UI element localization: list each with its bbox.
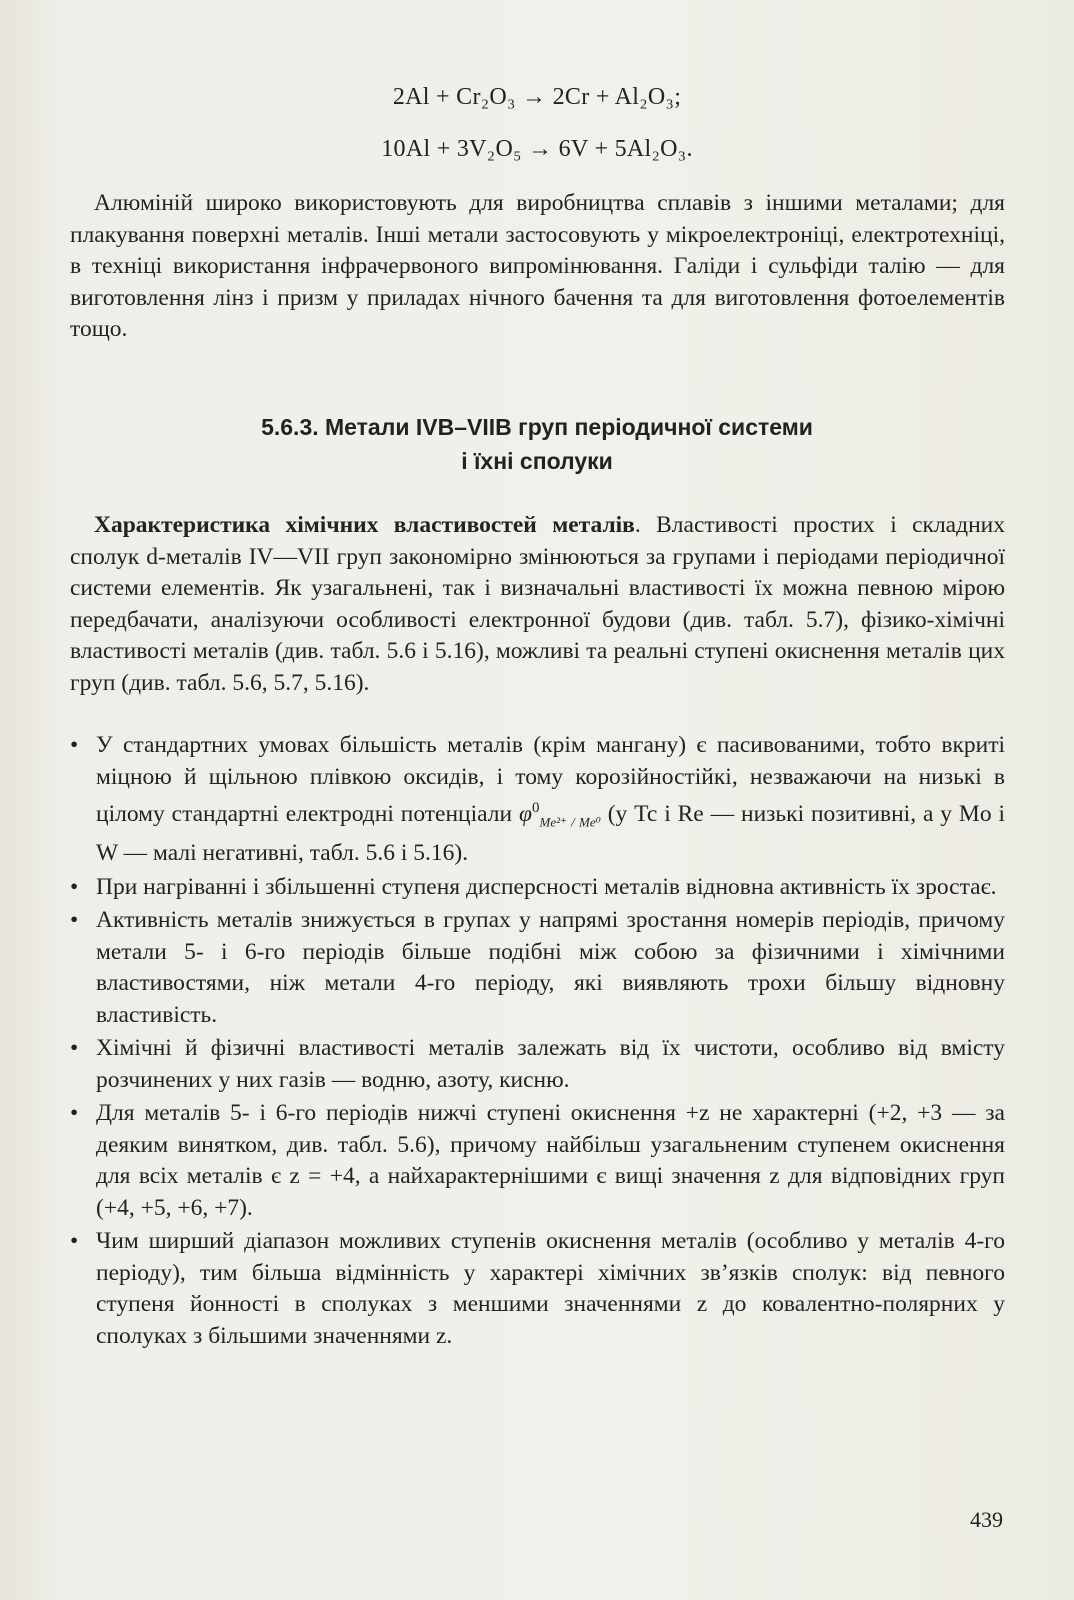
list-item [70, 905, 1005, 1031]
characteristic-paragraph [70, 510, 1005, 699]
bullet-icon: • [70, 1100, 79, 1127]
intro-paragraph: Алюміній широко використовують для виробництва сплавів з іншими металами; для плакування поверхні металів. Інші метали застосовують у мікроелектроніці, електротехніці, в техніці використання інфрачервоного випромінювання. Галіди і сульфіди талію — для виготовлення лінз і призм у приладах нічного бачення та для виготовлення фотоелементів тощо. [70, 190, 1005, 342]
characteristic-text: . Властивості простих і складних сполук d-металів IV—VII груп закономірно змінюються за групами і періодами періодичної системи елементів. Як узагальнені, так і визначальні властивості їх можна певною мірою передбачати, аналізуючи особливості електронної будови (див. табл. 5.7), фізико-хімічні властивості металів (див. табл. 5.6 і 5.16), можливі та реальні ступені окиснення металів цих груп (див. табл. 5.6, 5.7, 5.16). [70, 512, 1005, 696]
section-heading-line1: 5.6.3. Метали IVB–VIIB груп періодичної системи [261, 414, 813, 440]
bullet-icon: • [70, 1228, 79, 1255]
list-item [70, 872, 1005, 904]
list-item [70, 1226, 1005, 1352]
equation-2: 10Al + 3V₂O₅ → 6V + 5Al₂O₃. [381, 136, 693, 162]
page-number: 439 [970, 1507, 1003, 1532]
bullet-5-text: Для металів 5- і 6-го періодів нижчі ступені окиснення +z не характерні (+2, +3 — за деяким винятком, див. табл. 5.6), причому найбільш узагальненим ступенем окиснення для всіх металів є z = +4, а найхарактернішими є вищі значення z для відповідних груп (+4, +5, +6, +7). [96, 1100, 1005, 1221]
characteristic-lead: Характеристика хімічних властивостей металів [94, 512, 635, 538]
bullet-6-text: Чим ширший діапазон можливих ступенів окиснення металів (особливо у металів 4-го періоду), тим більша відмінність у характері хімічних зв’язків сполук: від певного ступеня йонності в сполуках з меншими значеннями z до ковалентно-полярних у сполуках з більшими значеннями z. [96, 1228, 1005, 1349]
bullet-icon: • [70, 873, 79, 900]
bullet-2-text: При нагріванні і збільшенні ступеня дисперсності металів відновна активність їх зростає. [96, 873, 997, 900]
bullet-1-text-a: У стандартних умовах більшість металів (крім мангану) є пасивованими, тобто вкриті міцною й щільною плівкою оксидів, і тому корозійностійкі, незважаючи на низькі в цілому стандартні електродні потенціали [96, 732, 1005, 827]
electrode-potential-symbol: $\varphi^0_{Me^{2+} / Me^0}$ [518, 800, 601, 830]
list-item [70, 730, 1005, 870]
list-item [70, 1033, 1005, 1096]
list-item [70, 1098, 1005, 1224]
section-heading [0, 410, 1074, 478]
bullet-icon: • [70, 1035, 79, 1062]
bullet-icon: • [70, 732, 79, 758]
equation-1: 2Al + Cr₂O₃ → 2Cr + Al₂O₃; [392, 84, 682, 110]
bullet-3-text: Активність металів знижується в групах у напрямі зростання номерів періодів, причому метали 5- і 6-го періодів більше подібні між собою за фізичними і хімічними властивостями, ніж метали 4-го періоду, які виявляють трохи більшу відновну властивість. [96, 907, 1005, 1028]
bullet-icon: • [70, 907, 79, 934]
bullet-4-text: Хімічні й фізичні властивості металів залежать від їх чистоти, особливо від вмісту розчинених у них газів — водню, азоту, кисню. [96, 1035, 1005, 1093]
section-heading-line2: і їхні сполуки [461, 448, 613, 474]
bullet-1-text-b: (у Tc і Re — низькі позитивні, а у Mo і W — малі негативні, табл. 5.6 і 5.16). [96, 800, 1005, 867]
bullet-list [70, 730, 1005, 1354]
